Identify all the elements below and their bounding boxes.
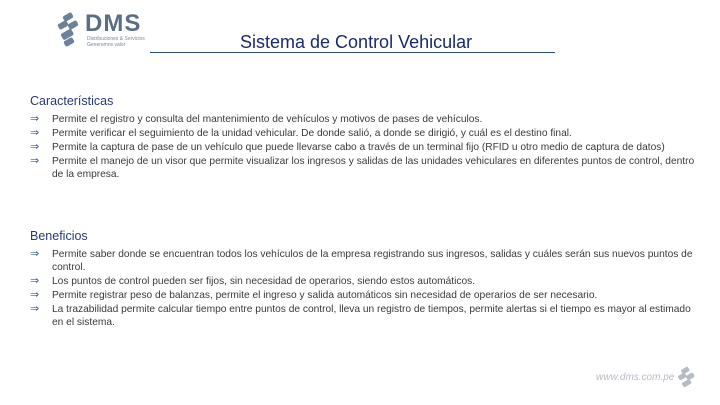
right-double-arrow-icon: ⇒ <box>30 303 40 315</box>
right-double-arrow-icon: ⇒ <box>30 141 40 153</box>
logo-tagline: Distribuciones & Servicios <box>87 36 145 42</box>
list-item-text: Permite el manejo de un visor que permite visualizar los ingresos y salidas de las unidades vehiculares en diferentes puntos de control, dentro de la empresa. <box>52 156 695 180</box>
list-item <box>30 155 695 181</box>
section-heading-caracteristicas: Características <box>30 94 114 108</box>
header-divider <box>150 52 555 53</box>
logo-tagline-secondary: Generamos valor <box>87 42 126 48</box>
list-item-text: Los puntos de control pueden ser fijos, sin necesidad de operarios, siendo estos automáticos. <box>52 276 476 287</box>
list-item <box>30 275 695 288</box>
right-double-arrow-icon: ⇒ <box>30 275 40 287</box>
dms-logo-icon <box>55 12 81 48</box>
list-item <box>30 303 695 329</box>
list-item-text: Permite saber donde se encuentran todos los vehículos de la empresa registrando sus ingresos, salidas y cuáles serán sus nuevos puntos de control. <box>52 249 693 273</box>
list-item <box>30 141 695 154</box>
right-double-arrow-icon: ⇒ <box>30 289 40 301</box>
list-item <box>30 248 695 274</box>
list-item-text: Permite la captura de pase de un vehículo que puede llevarse cabo a través de un terminal fijo (RFID u otro medio de captura de datos) <box>52 142 665 153</box>
list-item-text: La trazabilidad permite calcular tiempo entre puntos de control, lleva un registro de tiempos, permite alertas si el tiempo es mayor al estimado en el sistema. <box>52 304 691 328</box>
list-item <box>30 113 695 126</box>
dms-footer-logo-icon <box>676 366 696 388</box>
beneficios-list <box>30 248 695 330</box>
page-title: Sistema de Control Vehicular <box>240 32 473 52</box>
right-double-arrow-icon: ⇒ <box>30 113 40 125</box>
caracteristicas-list <box>30 113 695 182</box>
list-item-text: Permite el registro y consulta del mantenimiento de vehículos y motivos de pases de vehículos. <box>52 114 483 125</box>
right-double-arrow-icon: ⇒ <box>30 248 40 260</box>
right-double-arrow-icon: ⇒ <box>30 127 40 139</box>
footer-url: www.dms.com.pe <box>596 372 675 383</box>
list-item-text: Permite registrar peso de balanzas, permite el ingreso y salida automáticos sin necesidad de operarios de ser necesario. <box>52 290 598 301</box>
right-double-arrow-icon: ⇒ <box>30 155 40 167</box>
section-heading-beneficios: Beneficios <box>30 229 88 243</box>
list-item-text: Permite verificar el seguimiento de la unidad vehicular. De donde salió, a donde se dirigió, y cuál es el destino final. <box>52 128 572 139</box>
list-item <box>30 289 695 302</box>
dms-logo <box>55 12 165 52</box>
logo-name: DMS <box>85 10 142 37</box>
list-item <box>30 127 695 140</box>
